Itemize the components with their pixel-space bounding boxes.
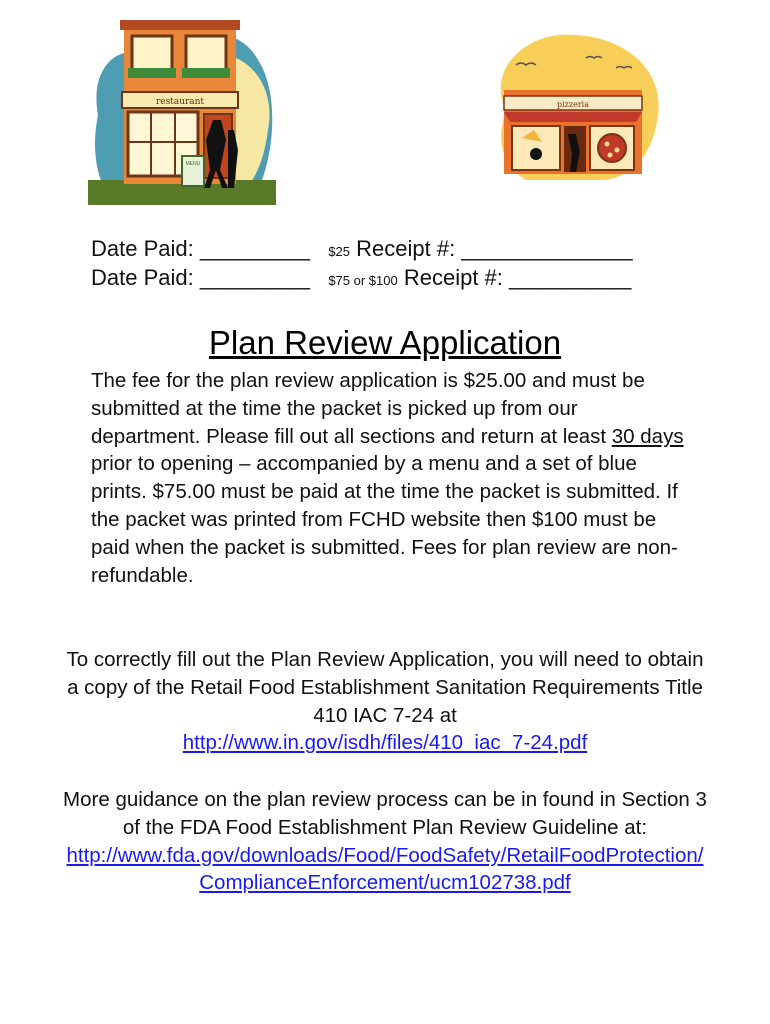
receipt-label-1: Receipt #: ______________	[356, 236, 633, 261]
fda-guidance-text: More guidance on the plan review process can be in found in Section 3 of the FDA Food Establishment Plan Review Guideline at:	[63, 788, 707, 839]
fda-guidance-paragraph	[60, 786, 710, 897]
fee-instructions-part2: prior to opening – accompanied by a menu and a set of blue prints. $75.00 must be paid at the time the packet is submitted. If the packet was printed from FCHD website then $100 must be paid when the packet is submitted. Fees for plan review are non-refundable.	[91, 452, 678, 587]
fee-row-25	[91, 236, 633, 262]
pizzeria-sign: pizzeria	[557, 100, 589, 109]
fee-row-75-100	[91, 265, 631, 291]
fee-amount-75-100: $75 or $100	[328, 273, 398, 288]
requirements-paragraph	[60, 646, 710, 757]
requirements-text: To correctly fill out the Plan Review Application, you will need to obtain a copy of the Retail Food Establishment Sanitation Requirements Title 410 IAC 7-24 at	[66, 648, 704, 727]
date-paid-label-1: Date Paid: _________	[91, 236, 310, 261]
menu-board-label: MENU	[185, 161, 201, 167]
receipt-label-2: Receipt #: __________	[403, 265, 632, 290]
restaurant-sign: restaurant	[155, 97, 205, 107]
fda-guideline-link[interactable]: http://www.fda.gov/downloads/Food/FoodSafety/RetailFoodProtection/ComplianceEnforcement/ucm102738.pdf	[66, 843, 704, 895]
pizzeria-clipart	[486, 30, 664, 182]
isdh-requirements-link[interactable]: http://www.in.gov/isdh/files/410_iac_7-24.pdf	[182, 731, 588, 755]
fee-instructions	[91, 367, 691, 589]
fee-amount-25: $25	[328, 244, 351, 259]
restaurant-clipart	[88, 20, 276, 205]
fee-instructions-part1: The fee for the plan review application is $25.00 and must be submitted at the time the packet is picked up from our department. Please fill out all sections and return at least	[91, 369, 645, 448]
date-paid-label-2: Date Paid: _________	[91, 265, 310, 290]
page-title: Plan Review Application	[208, 324, 562, 361]
days-emphasis: 30 days	[611, 424, 684, 448]
